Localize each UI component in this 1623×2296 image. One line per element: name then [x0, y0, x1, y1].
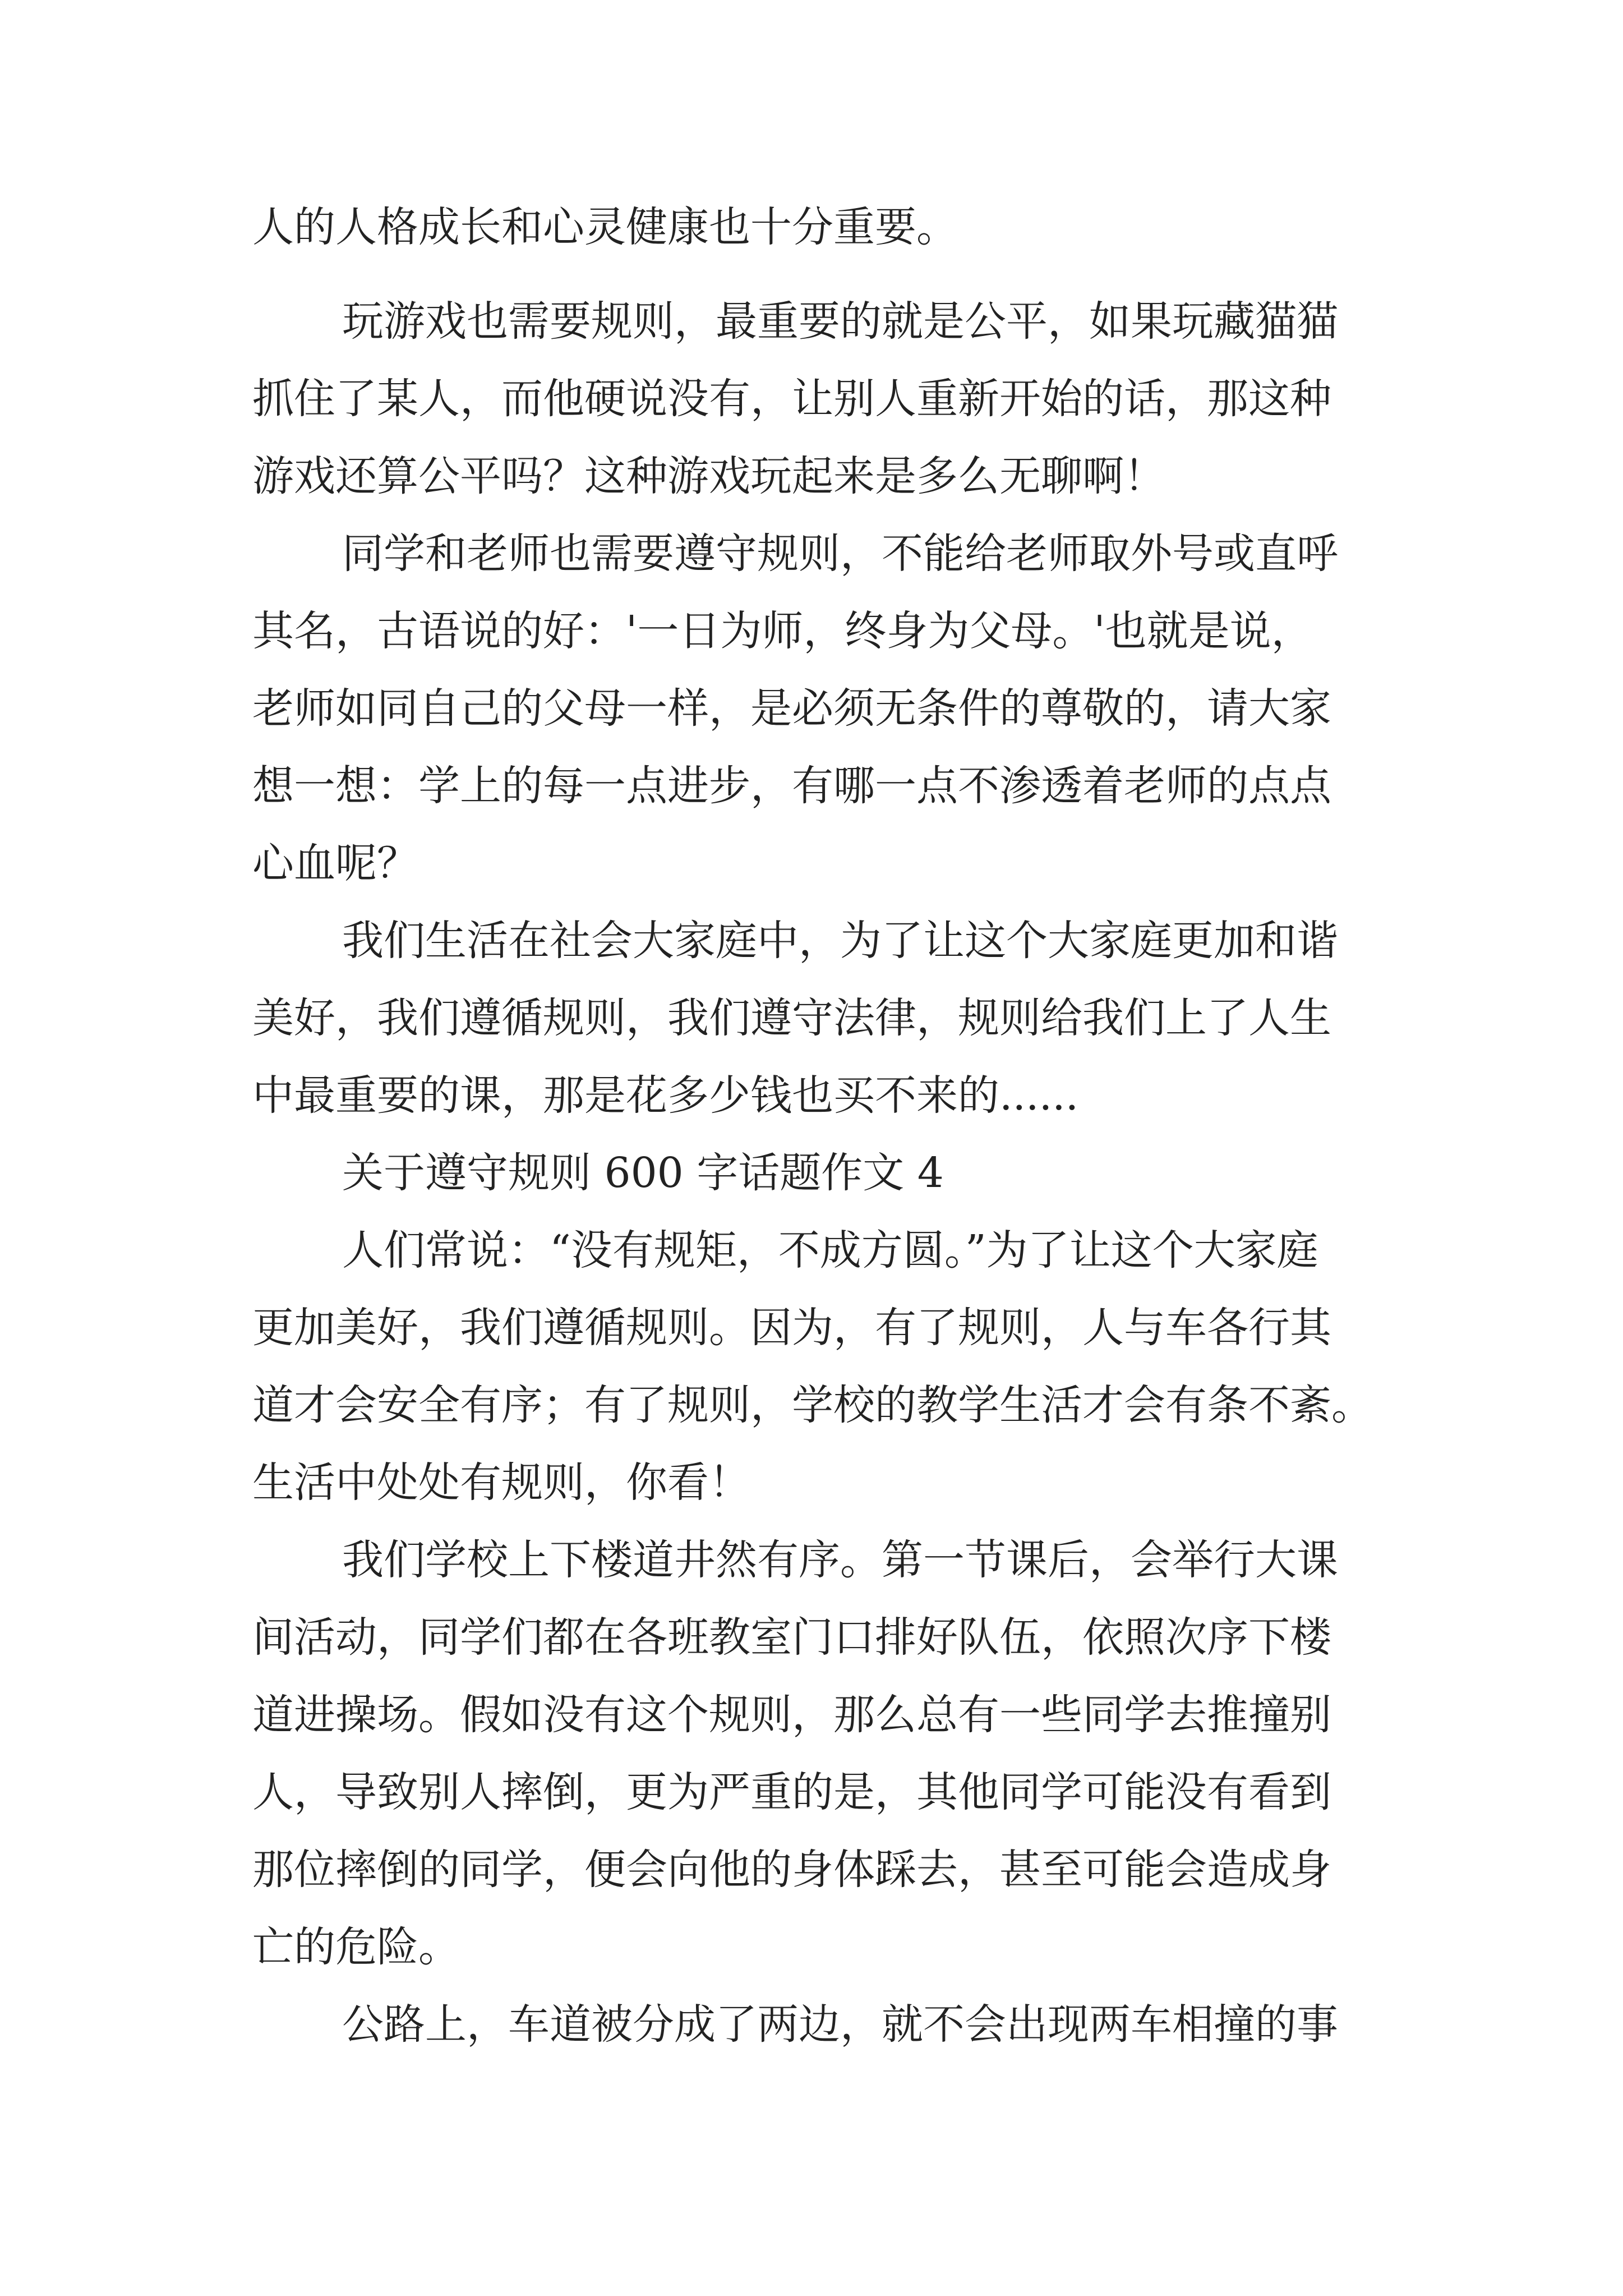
text-line: 亡的危险。 — [252, 1923, 460, 1971]
text-line: 其名，古语说的好：'一日为师，终身为父母。'也就是说， — [252, 607, 1313, 655]
paragraph-start: 人们常说：“没有规矩，不成方圆。”为了让这个大家庭 — [342, 1226, 1318, 1274]
paragraph-start: 公路上，车道被分成了两边，就不会出现两车相撞的事 — [342, 2000, 1338, 2049]
text-line: 道进操场。假如没有这个规则，那么总有一些同学去推撞别 — [252, 1691, 1331, 1739]
text-line: 抓住了某人，而他硬说没有，让别人重新开始的话，那这种 — [252, 375, 1331, 423]
text-line: 更加美好，我们遵循规则。因为，有了规则，人与车各行其 — [252, 1304, 1331, 1352]
text-line: 人，导致别人摔倒，更为严重的是，其他同学可能没有看到 — [252, 1768, 1331, 1816]
section-heading: 关于遵守规则 600 字话题作文 4 — [342, 1149, 944, 1197]
text-line: 中最重要的课，那是花多少钱也买不来的...... — [252, 1071, 1079, 1120]
paragraph-start: 我们学校上下楼道井然有序。第一节课后，会举行大课 — [342, 1536, 1338, 1584]
paragraph-start: 我们生活在社会大家庭中，为了让这个大家庭更加和谐 — [342, 917, 1338, 965]
text-line: 道才会安全有序；有了规则，学校的教学生活才会有条不紊。 — [252, 1381, 1373, 1429]
paragraph-start: 同学和老师也需要遵守规则，不能给老师取外号或直呼 — [342, 530, 1338, 578]
text-line: 想一想：学上的每一点进步，有哪一点不渗透着老师的点点 — [252, 762, 1331, 810]
text-line: 间活动，同学们都在各班教室门口排好队伍，依照次序下楼 — [252, 1613, 1331, 1662]
text-line: 那位摔倒的同学，便会向他的身体踩去，甚至可能会造成身 — [252, 1846, 1331, 1894]
text-line: 生活中处处有规则，你看！ — [252, 1458, 750, 1507]
text-line: 游戏还算公平吗？这种游戏玩起来是多么无聊啊！ — [252, 452, 1165, 500]
paragraph-start: 玩游戏也需要规则，最重要的就是公平，如果玩藏猫猫 — [342, 297, 1338, 346]
text-line: 美好，我们遵循规则，我们遵守法律，规则给我们上了人生 — [252, 994, 1331, 1042]
text-line: 人的人格成长和心灵健康也十分重要。 — [252, 203, 958, 251]
text-line: 老师如同自己的父母一样，是必须无条件的尊敬的，请大家 — [252, 684, 1331, 733]
text-line: 心血呢？ — [252, 839, 418, 887]
